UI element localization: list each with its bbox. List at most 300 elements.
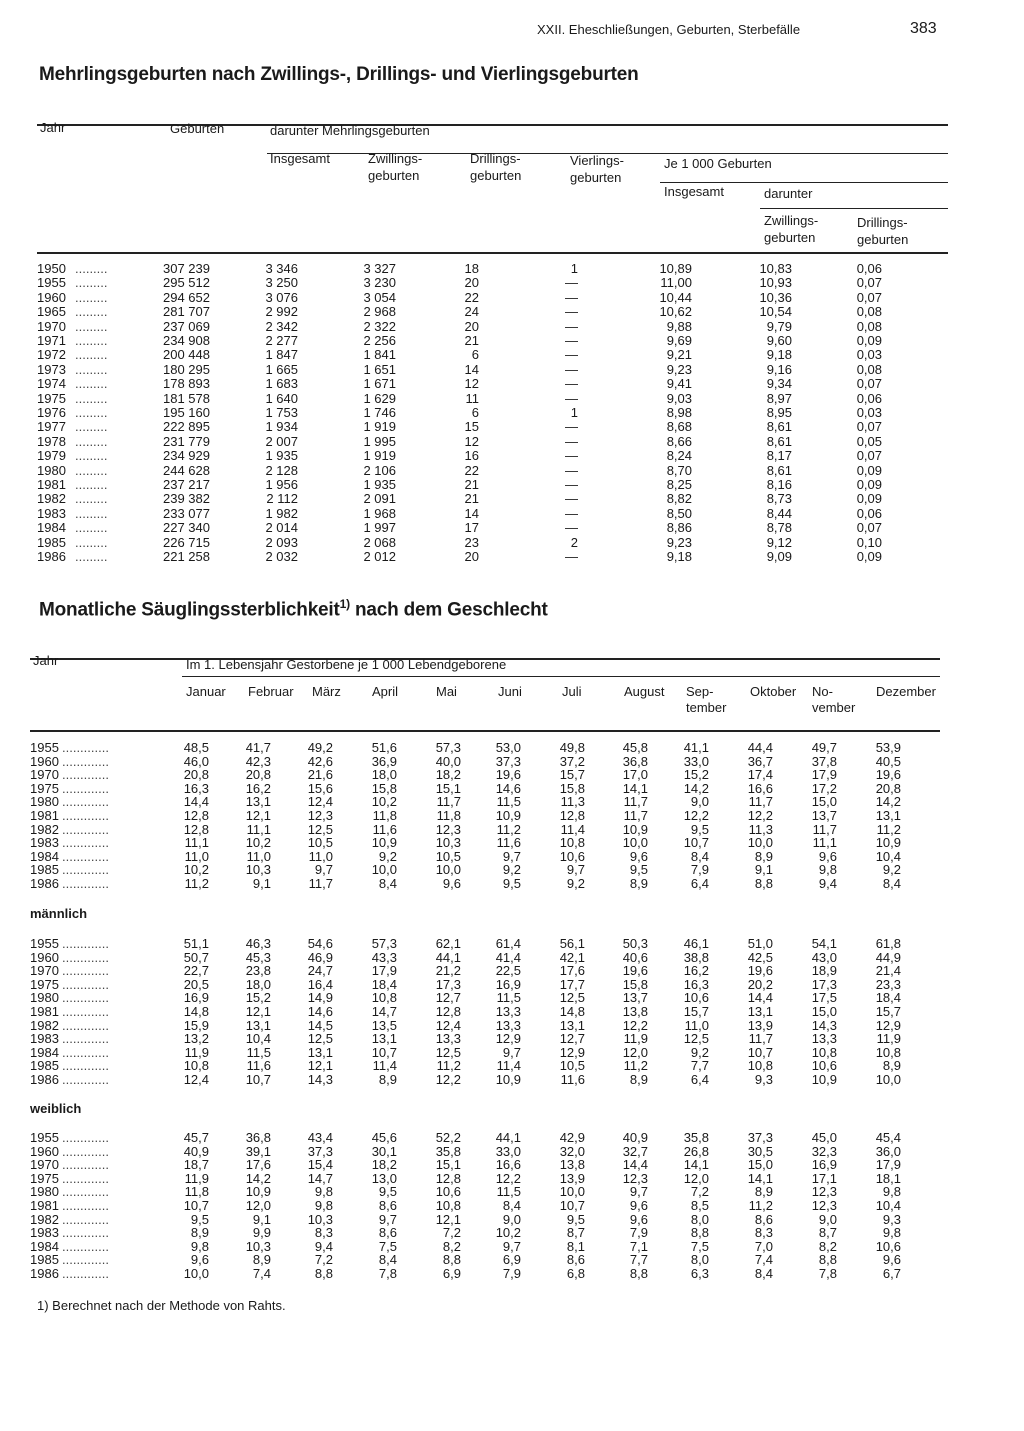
- t1-year: 1983: [37, 505, 66, 521]
- t2-cell: 9,5: [502, 876, 521, 891]
- t2-cell: 10,8: [435, 1198, 461, 1213]
- t2-cell: 10,7: [371, 1044, 397, 1060]
- t2-cell: 16,3: [683, 976, 709, 992]
- t1-cell-twins: 2 968: [363, 304, 396, 320]
- t2-cell: 13,1: [371, 1031, 397, 1047]
- t1-cell-births: 234 908: [163, 333, 210, 348]
- t1-year: 1980: [37, 462, 66, 478]
- t2-cell: 8,8: [629, 1266, 648, 1281]
- t2-cell: 10,6: [435, 1184, 461, 1200]
- footnote: 1) Berechnet nach der Methode von Rahts.: [37, 1298, 286, 1313]
- t2-cell: 13,8: [622, 1004, 648, 1019]
- t2-cell: 12,9: [875, 1017, 901, 1033]
- t1-year: 1985: [37, 534, 66, 550]
- t2-cell: 13,1: [245, 1017, 271, 1033]
- t2-cell: 42,1: [559, 949, 585, 965]
- t2-cell: 11,0: [308, 848, 333, 864]
- t2-cell: 11,5: [496, 794, 521, 810]
- t2-cell: 42,5: [747, 949, 773, 965]
- t2-year: 1981: [30, 1004, 59, 1019]
- t2-cell: 44,9: [875, 949, 901, 965]
- t2-cell: 11,7: [748, 794, 773, 810]
- leader-dots: .........: [75, 289, 108, 305]
- t1-cell-total: 1 956: [265, 477, 298, 492]
- t2-cell: 42,9: [559, 1130, 585, 1145]
- t2-cell: 10,0: [435, 862, 461, 878]
- t2-cell: 35,8: [683, 1130, 709, 1145]
- t2-cell: 13,3: [495, 1017, 521, 1033]
- t2-cell: 10,0: [875, 1072, 901, 1087]
- table1-row: [0, 334, 1024, 348]
- t2-cell: 12,1: [307, 1058, 333, 1074]
- t2-cell: 8,2: [818, 1238, 837, 1254]
- t2-cell: 9,4: [818, 876, 837, 891]
- t2-year: 1982: [30, 821, 59, 837]
- t2-cell: 6,9: [502, 1252, 521, 1268]
- t1-cell-triplets: 20: [464, 318, 479, 334]
- t2-cell: 54,1: [811, 936, 837, 951]
- t1-cell-per-twins: 10,54: [759, 304, 792, 320]
- t2-cell: 49,2: [307, 740, 333, 755]
- t1-cell-per-triplets: 0,06: [856, 390, 882, 406]
- t1-cell-births: 237 069: [163, 318, 210, 334]
- t2-cell: 8,9: [629, 876, 648, 891]
- table1-row: [0, 406, 1024, 420]
- t2-cell: 14,6: [307, 1004, 333, 1019]
- t1-cell-total: 2 277: [265, 333, 298, 348]
- t2-cell: 10,7: [559, 1198, 585, 1213]
- t2-cell: 11,3: [748, 821, 773, 837]
- t2-cell: 15,8: [622, 976, 648, 992]
- t1-cell-per-twins: 10,83: [759, 261, 792, 276]
- t2-cell: 40,9: [622, 1130, 648, 1145]
- table1-row: [0, 348, 1024, 362]
- t2-cell: 12,1: [245, 1004, 271, 1019]
- t1-col-zwillinge: Zwillings- geburten: [368, 151, 423, 183]
- leader-dots: .........: [75, 304, 108, 320]
- t1-cell-per-twins: 8,61: [766, 462, 792, 478]
- t2-cell: 14,2: [245, 1170, 271, 1186]
- t2-cell: 9,3: [882, 1211, 901, 1227]
- t1-cell-per-twins: 9,16: [766, 361, 792, 377]
- t2-cell: 45,4: [875, 1130, 901, 1145]
- t2-cell: 11,7: [623, 808, 648, 823]
- t2-cell: 13,1: [875, 808, 901, 823]
- t1-cell-total: 2 112: [266, 491, 298, 507]
- t2-month-header: No- vember: [812, 684, 856, 715]
- t2-cell: 13,1: [559, 1017, 585, 1033]
- t1-year: 1960: [37, 289, 66, 305]
- t2-cell: 11,9: [623, 1031, 648, 1047]
- t2-cell: 36,7: [747, 753, 773, 769]
- t2-cell: 9,2: [690, 1044, 709, 1060]
- t2-col-span: Im 1. Lebensjahr Gestorbene je 1 000 Lebendgeborene: [186, 657, 507, 672]
- t1-year: 1978: [37, 433, 66, 449]
- t2-cell: 10,8: [747, 1058, 773, 1074]
- t2-cell: 42,6: [307, 753, 333, 769]
- t2-cell: 12,9: [559, 1044, 585, 1060]
- t2-cell: 9,6: [818, 848, 837, 864]
- t2-cell: 7,2: [314, 1252, 333, 1268]
- t2-cell: 41,1: [683, 740, 709, 755]
- t1-cell-births: 307 239: [163, 261, 210, 276]
- t1-cell-per-triplets: 0,07: [856, 289, 882, 305]
- t2-cell: 14,7: [371, 1004, 397, 1019]
- t2-cell: 16,6: [747, 780, 773, 796]
- table1-row: [0, 392, 1024, 406]
- t2-year: 1960: [30, 1143, 59, 1159]
- t1-cell-per-triplets: 0,09: [856, 333, 882, 348]
- table2-row: [0, 877, 1024, 891]
- t1-cell-quads: —: [565, 333, 578, 348]
- t1-cell-triplets: 6: [471, 347, 479, 363]
- table1-header-bottom-rule: [37, 252, 948, 254]
- t1-cell-quads: —: [565, 462, 578, 478]
- t1-cell-per-twins: 9,60: [766, 333, 792, 348]
- t2-cell: 10,8: [559, 835, 585, 851]
- t2-cell: 15,7: [683, 1004, 709, 1019]
- t2-cell: 61,4: [495, 936, 521, 951]
- table2-title-footnote-ref: 1): [339, 597, 350, 611]
- t1-cell-per-total: 8,70: [666, 462, 692, 478]
- leader-dots: .........: [75, 347, 108, 363]
- t1-cell-twins: 1 671: [363, 376, 396, 392]
- leader-dots: .............: [62, 1184, 109, 1200]
- t2-cell: 9,8: [314, 1198, 333, 1213]
- table1-row: [0, 262, 1024, 276]
- t1-col-geburten: Geburten: [170, 121, 225, 136]
- t2-cell: 16,9: [495, 976, 521, 992]
- table1-row: [0, 521, 1024, 535]
- table1-row: [0, 449, 1024, 463]
- t2-cell: 10,6: [559, 848, 585, 864]
- t2-cell: 8,9: [754, 848, 773, 864]
- running-header: XXII. Eheschließungen, Geburten, Sterbefälle: [537, 22, 801, 37]
- t2-cell: 24,7: [307, 963, 333, 979]
- t2-cell: 8,4: [882, 876, 901, 891]
- t2-cell: 41,4: [495, 949, 521, 965]
- t1-cell-per-twins: 9,12: [766, 534, 792, 550]
- t2-cell: 8,6: [754, 1211, 773, 1227]
- t2-cell: 57,3: [371, 936, 397, 951]
- t2-cell: 8,1: [566, 1238, 585, 1254]
- t2-cell: 16,9: [183, 990, 209, 1006]
- t1-year: 1971: [37, 333, 66, 348]
- t2-month-header: Januar: [186, 684, 226, 699]
- t2-cell: 11,7: [812, 821, 837, 837]
- t2-cell: 8,4: [378, 876, 397, 891]
- t1-cell-twins: 1 995: [363, 433, 396, 449]
- t1-cell-quads: 2: [570, 534, 578, 550]
- t2-cell: 6,4: [690, 876, 709, 891]
- t1-cell-per-total: 8,82: [666, 491, 692, 507]
- t1-cell-per-twins: 9,18: [766, 347, 792, 363]
- t2-cell: 8,7: [566, 1225, 585, 1241]
- t2-cell: 19,6: [747, 963, 773, 979]
- t2-cell: 8,0: [690, 1211, 709, 1227]
- t1-cell-twins: 1 841: [363, 347, 396, 363]
- t2-cell: 10,3: [435, 835, 461, 851]
- t2-cell: 10,9: [371, 835, 397, 851]
- t2-group-label: weiblich: [30, 1101, 82, 1116]
- t2-cell: 12,0: [245, 1198, 271, 1213]
- t2-month-header: Dezember: [876, 684, 936, 699]
- t1-cell-quads: —: [565, 477, 578, 492]
- t2-cell: 9,6: [442, 876, 461, 891]
- t1-cell-per-twins: 8,73: [766, 491, 792, 507]
- t2-cell: 18,1: [875, 1170, 901, 1186]
- t2-cell: 11,5: [496, 1184, 521, 1200]
- t1-cell-per-total: 9,88: [666, 318, 692, 334]
- t2-month-header: Mai: [436, 684, 457, 699]
- t2-cell: 10,4: [245, 1031, 271, 1047]
- t2-cell: 11,4: [372, 1058, 397, 1074]
- t2-cell: 30,1: [371, 1143, 397, 1159]
- table2-row: [0, 1267, 1024, 1281]
- t2-cell: 14,4: [747, 990, 773, 1006]
- t2-cell: 20,8: [183, 767, 209, 783]
- leader-dots: .............: [62, 1238, 109, 1254]
- t1-cell-births: 195 160: [163, 405, 210, 420]
- t2-cell: 44,4: [747, 740, 773, 755]
- t2-year: 1984: [30, 848, 59, 864]
- t2-year: 1983: [30, 1031, 59, 1047]
- t1-col-je-insgesamt: Insgesamt: [664, 184, 724, 199]
- t1-year: 1965: [37, 304, 66, 320]
- t2-cell: 11,2: [184, 876, 209, 891]
- t2-cell: 11,0: [684, 1017, 709, 1033]
- t2-cell: 23,3: [875, 976, 901, 992]
- table2-title-rest: nach dem Geschlecht: [349, 599, 548, 621]
- t2-cell: 13,7: [811, 808, 837, 823]
- leader-dots: .............: [62, 1225, 109, 1241]
- t2-cell: 9,6: [629, 1211, 648, 1227]
- t2-cell: 26,8: [683, 1143, 709, 1159]
- t1-cell-births: 239 382: [163, 491, 210, 507]
- t2-cell: 17,1: [811, 1170, 837, 1186]
- t2-cell: 15,1: [435, 1157, 461, 1173]
- t2-cell: 8,6: [378, 1198, 397, 1213]
- t2-cell: 11,2: [876, 821, 901, 837]
- t2-cell: 7,9: [502, 1266, 521, 1281]
- t2-cell: 9,0: [818, 1211, 837, 1227]
- t2-cell: 12,3: [435, 821, 461, 837]
- t2-cell: 14,3: [307, 1072, 333, 1087]
- t2-cell: 12,5: [559, 990, 585, 1006]
- t2-cell: 46,9: [307, 949, 333, 965]
- t2-cell: 8,2: [442, 1238, 461, 1254]
- leader-dots: .............: [62, 1044, 109, 1060]
- leader-dots: .............: [62, 821, 109, 837]
- t2-cell: 57,3: [435, 740, 461, 755]
- t2-cell: 9,7: [629, 1184, 648, 1200]
- t2-cell: 36,8: [622, 753, 648, 769]
- t2-cell: 10,3: [245, 1238, 271, 1254]
- t2-month-header: April: [372, 684, 399, 699]
- leader-dots: .........: [75, 477, 108, 492]
- t2-cell: 40,0: [435, 753, 461, 769]
- t2-cell: 18,4: [371, 976, 397, 992]
- t2-cell: 14,2: [875, 794, 901, 810]
- t1-cell-twins: 2 068: [363, 534, 396, 550]
- t2-year: 1983: [30, 835, 59, 851]
- t2-cell: 14,9: [307, 990, 333, 1006]
- t2-cell: 46,3: [245, 936, 271, 951]
- t2-cell: 6,3: [690, 1266, 709, 1281]
- t2-cell: 13,5: [371, 1017, 397, 1033]
- leader-dots: .............: [62, 976, 109, 992]
- t1-year: 1974: [37, 376, 66, 392]
- t1-cell-triplets: 17: [464, 520, 479, 536]
- t2-cell: 7,7: [690, 1058, 709, 1074]
- t2-cell: 13,1: [307, 1044, 333, 1060]
- t1-cell-per-triplets: 0,08: [856, 318, 882, 334]
- t1-cell-triplets: 18: [464, 261, 479, 276]
- table2-title-main: Monatliche Säuglingssterblichkeit: [39, 599, 340, 621]
- t2-cell: 14,1: [683, 1157, 709, 1173]
- t2-cell: 12,2: [435, 1072, 461, 1087]
- t2-cell: 8,9: [378, 1072, 397, 1087]
- t2-cell: 10,6: [875, 1238, 901, 1254]
- t2-cell: 10,7: [747, 1044, 773, 1060]
- t2-cell: 9,6: [190, 1252, 209, 1268]
- t2-cell: 17,6: [559, 963, 585, 979]
- t2-cell: 8,8: [314, 1266, 333, 1281]
- t2-month-header: Juli: [562, 684, 582, 699]
- t2-cell: 30,5: [747, 1143, 773, 1159]
- t2-cell: 9,8: [882, 1184, 901, 1200]
- t2-cell: 10,0: [371, 862, 397, 878]
- t1-year: 1972: [37, 347, 66, 363]
- t1-cell-per-total: 10,89: [659, 261, 692, 276]
- t2-cell: 10,7: [183, 1198, 209, 1213]
- t2-cell: 33,0: [495, 1143, 521, 1159]
- t2-cell: 12,9: [495, 1031, 521, 1047]
- t2-cell: 9,5: [690, 821, 709, 837]
- t2-cell: 35,8: [435, 1143, 461, 1159]
- t2-cell: 11,0: [246, 848, 271, 864]
- t2-cell: 17,7: [559, 976, 585, 992]
- t2-cell: 13,3: [811, 1031, 837, 1047]
- t2-cell: 8,7: [818, 1225, 837, 1241]
- t2-cell: 10,5: [435, 848, 461, 864]
- t2-cell: 36,8: [245, 1130, 271, 1145]
- t1-cell-per-twins: 8,44: [766, 505, 792, 521]
- t2-cell: 23,8: [245, 963, 271, 979]
- t2-group-label: männlich: [30, 906, 88, 921]
- t2-cell: 19,6: [495, 767, 521, 783]
- t2-cell: 12,4: [435, 1017, 461, 1033]
- t1-cell-births: 234 929: [163, 448, 210, 464]
- t2-cell: 11,6: [560, 1072, 585, 1087]
- leader-dots: .........: [75, 361, 108, 377]
- t2-cell: 13,9: [559, 1170, 585, 1186]
- t2-cell: 17,9: [371, 963, 397, 979]
- t2-cell: 46,0: [183, 753, 209, 769]
- table2-sub-rule: [182, 676, 940, 677]
- t2-cell: 9,2: [378, 848, 397, 864]
- t1-cell-per-total: 9,41: [666, 376, 692, 392]
- t2-cell: 9,1: [252, 876, 271, 891]
- t2-cell: 11,9: [184, 1044, 209, 1060]
- t1-cell-twins: 3 054: [363, 289, 396, 305]
- t1-cell-triplets: 24: [464, 304, 479, 320]
- t2-cell: 56,1: [559, 936, 585, 951]
- t2-cell: 12,7: [435, 990, 461, 1006]
- t2-cell: 12,0: [622, 1044, 648, 1060]
- t1-cell-per-total: 8,86: [666, 520, 692, 536]
- t2-cell: 15,4: [307, 1157, 333, 1173]
- t2-cell: 6,4: [690, 1072, 709, 1087]
- leader-dots: .............: [62, 949, 109, 965]
- t1-cell-twins: 2 012: [363, 549, 396, 564]
- t2-year: 1970: [30, 767, 59, 783]
- t1-cell-total: 2 032: [265, 549, 298, 564]
- t2-cell: 11,2: [436, 1058, 461, 1074]
- t1-year: 1982: [37, 491, 66, 507]
- t2-cell: 36,9: [371, 753, 397, 769]
- leader-dots: .........: [75, 491, 108, 507]
- t2-cell: 10,0: [747, 835, 773, 851]
- t2-year: 1975: [30, 1170, 59, 1186]
- t2-cell: 8,9: [754, 1184, 773, 1200]
- t2-cell: 17,9: [875, 1157, 901, 1173]
- t2-cell: 15,8: [559, 780, 585, 796]
- t2-year: 1980: [30, 990, 59, 1006]
- t2-cell: 12,8: [435, 1004, 461, 1019]
- leader-dots: .........: [75, 448, 108, 464]
- t1-cell-twins: 2 106: [363, 462, 396, 478]
- t1-cell-triplets: 23: [464, 534, 479, 550]
- t1-cell-total: 3 346: [265, 261, 298, 276]
- t1-col-darunter-mehrlinge: darunter Mehrlingsgeburten: [270, 123, 430, 138]
- t2-cell: 7,5: [378, 1238, 397, 1254]
- t2-cell: 11,1: [246, 821, 271, 837]
- t1-cell-per-triplets: 0,08: [856, 361, 882, 377]
- t2-cell: 10,4: [875, 1198, 901, 1213]
- t1-cell-triplets: 14: [464, 505, 479, 521]
- t2-cell: 9,2: [502, 862, 521, 878]
- t2-cell: 9,7: [502, 1238, 521, 1254]
- t2-cell: 22,5: [495, 963, 521, 979]
- t2-cell: 8,8: [818, 1252, 837, 1268]
- t1-cell-per-triplets: 0,09: [856, 477, 882, 492]
- t2-cell: 14,1: [747, 1170, 773, 1186]
- leader-dots: .........: [75, 419, 108, 435]
- t1-cell-total: 1 847: [265, 347, 298, 363]
- t1-year: 1986: [37, 549, 66, 564]
- t2-cell: 10,7: [683, 835, 709, 851]
- t2-cell: 9,5: [629, 862, 648, 878]
- t2-cell: 7,2: [442, 1225, 461, 1241]
- t2-cell: 21,6: [307, 767, 333, 783]
- leader-dots: .............: [62, 1170, 109, 1186]
- t1-cell-quads: —: [565, 289, 578, 305]
- leader-dots: .............: [62, 1017, 109, 1033]
- t2-cell: 7,0: [754, 1238, 773, 1254]
- t2-cell: 48,5: [183, 740, 209, 755]
- t2-cell: 8,9: [252, 1252, 271, 1268]
- t1-cell-triplets: 21: [464, 333, 479, 348]
- t2-year: 1982: [30, 1017, 59, 1033]
- t1-year: 1976: [37, 405, 66, 420]
- t1-cell-total: 3 250: [265, 275, 298, 291]
- t1-cell-triplets: 11: [465, 390, 479, 406]
- t1-col-darunter: darunter: [764, 186, 813, 201]
- t2-cell: 44,1: [435, 949, 461, 965]
- t2-cell: 46,1: [683, 936, 709, 951]
- t2-cell: 45,0: [811, 1130, 837, 1145]
